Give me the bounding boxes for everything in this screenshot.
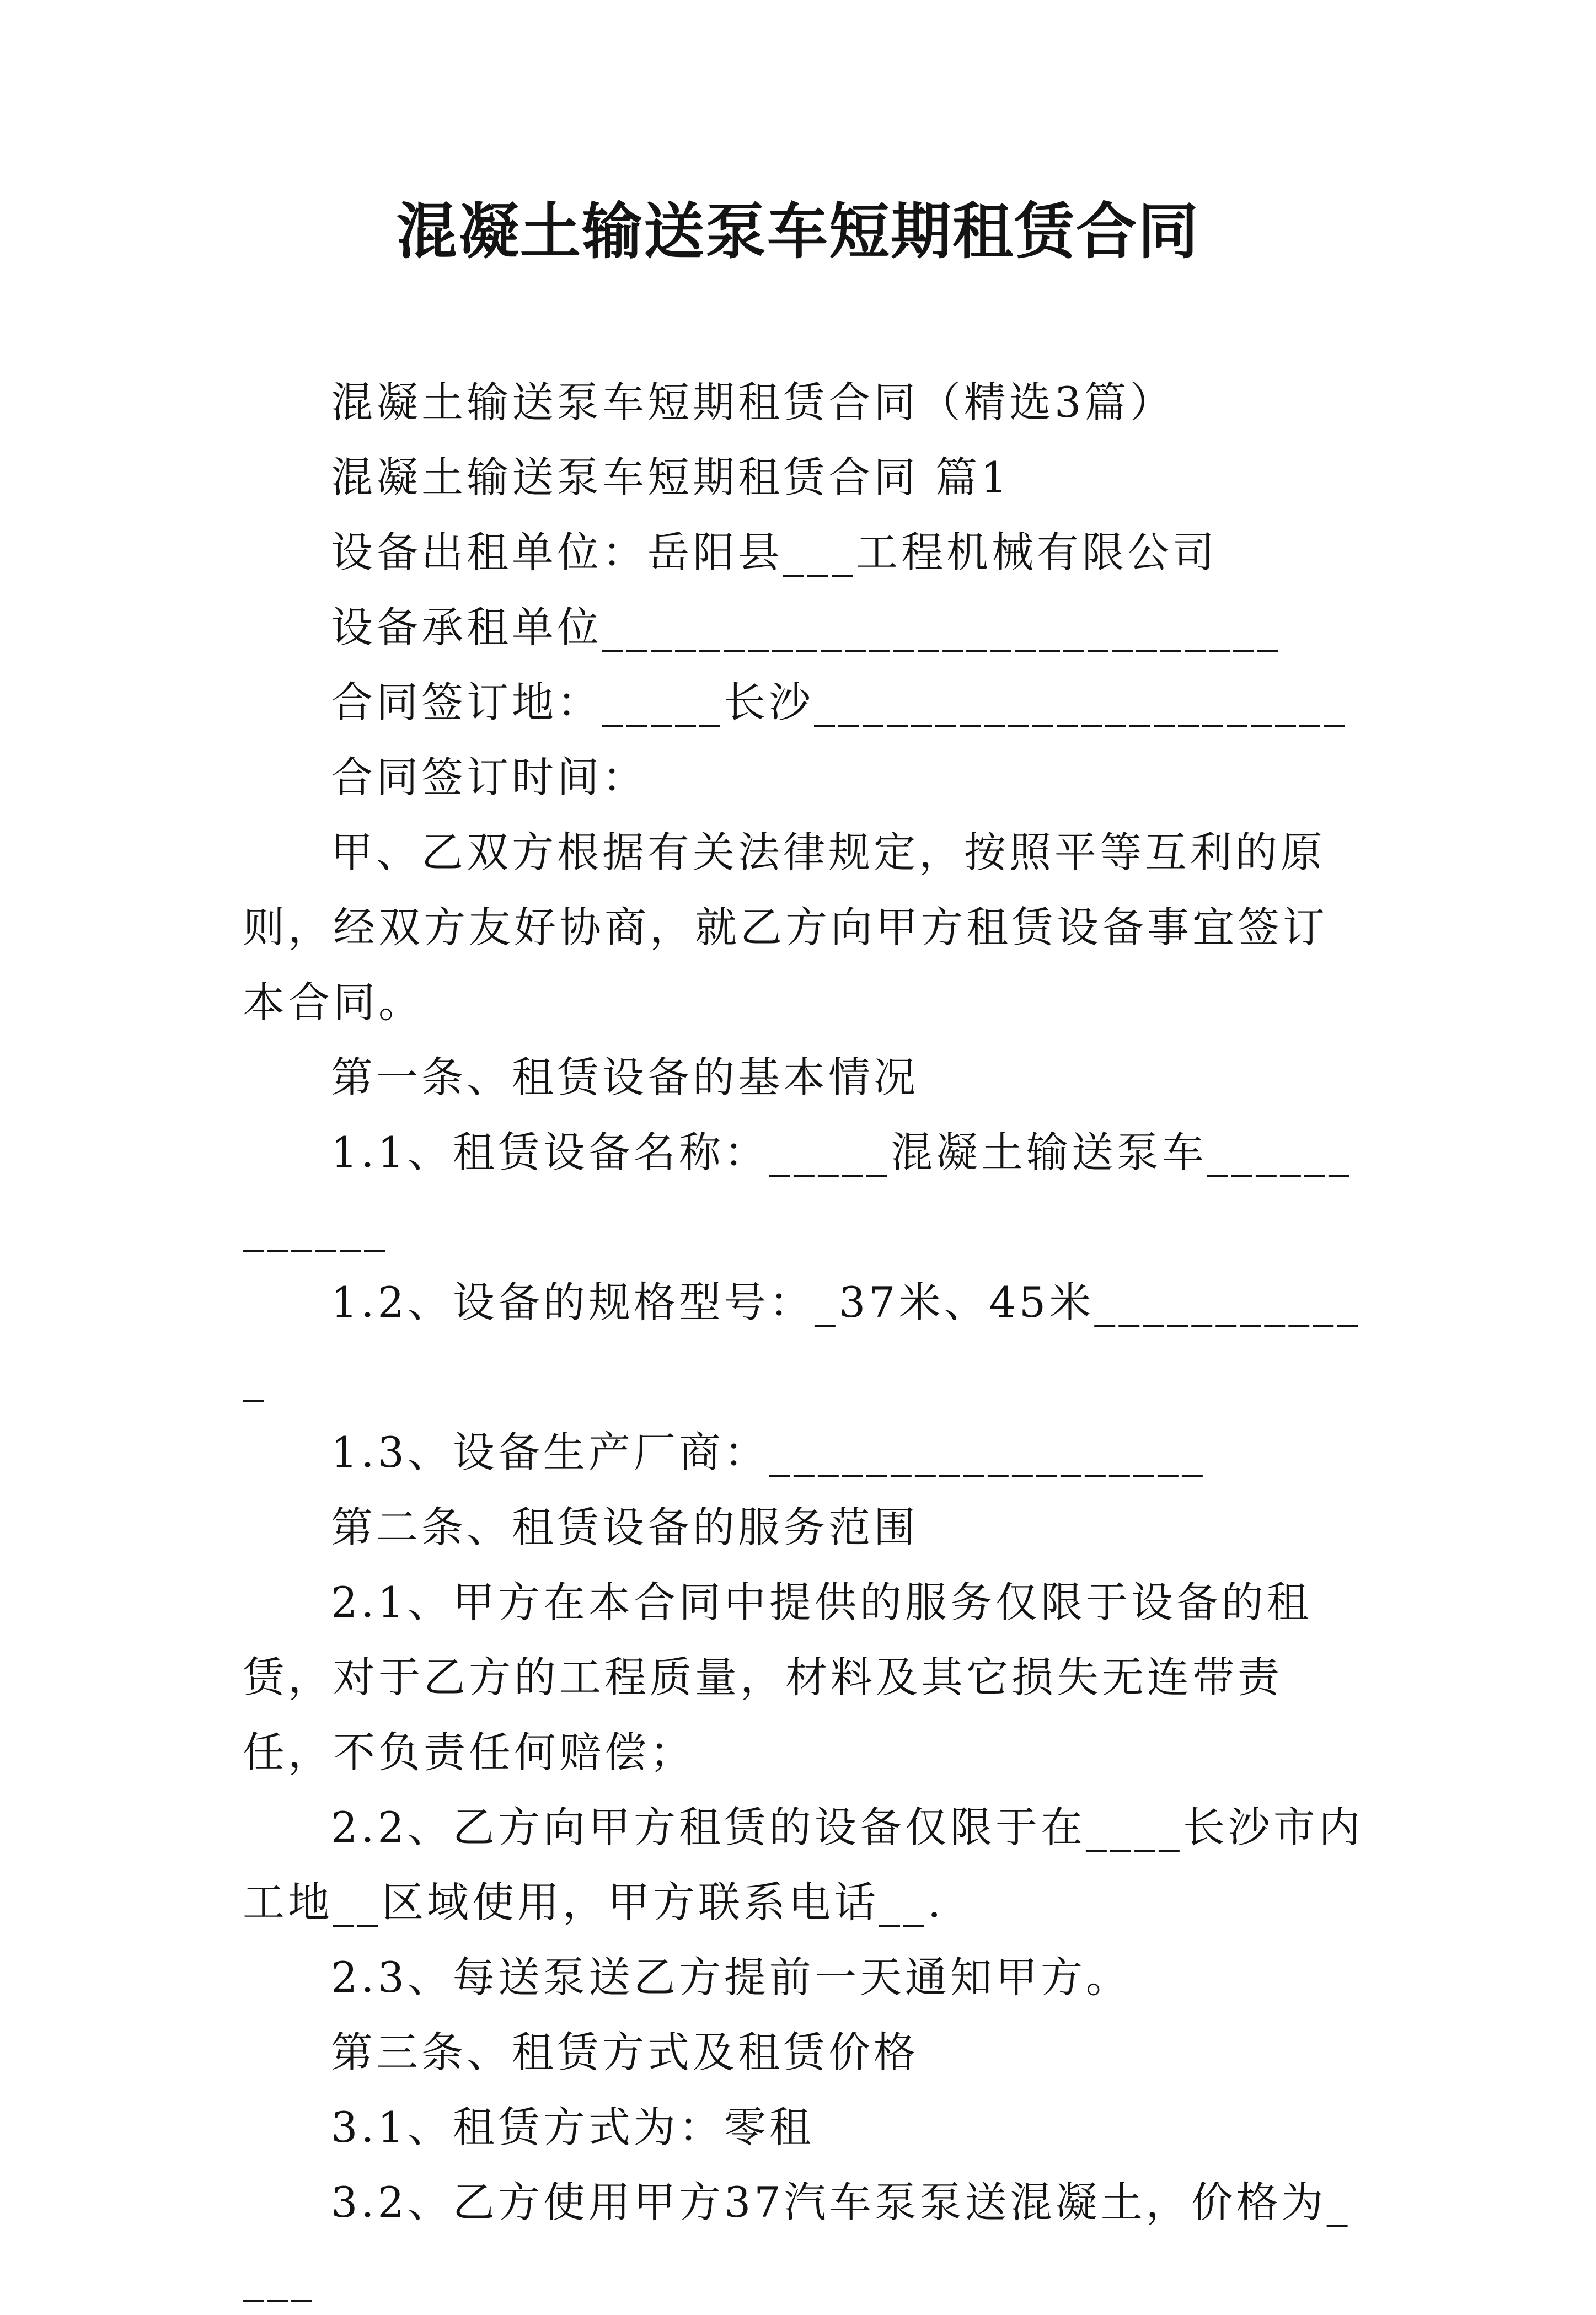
paragraph-lessee: 设备承租单位____________________________ — [331, 603, 1282, 652]
paragraph-article-3: 第三条、租赁方式及租赁价格 — [331, 2028, 919, 2077]
paragraph-1-1: 1.1、租赁设备名称：_____混凝土输送泵车____________ — [243, 1128, 1353, 1252]
paragraph-preamble: 甲、乙双方根据有关法律规定，按照平等互利的原则，经双方友好协商，就乙方向甲方租赁设备事宜签订本合同。 — [243, 828, 1328, 1027]
paragraph-2-1: 2.1、甲方在本合同中提供的服务仅限于设备的租赁，对于乙方的工程质量，材料及其它损失无连带责任，不负责任何赔偿； — [243, 1578, 1312, 1777]
paragraph-article-1: 第一条、租赁设备的基本情况 — [331, 1053, 919, 1102]
paragraph-signing-place: 合同签订地：_____长沙______________________ — [331, 678, 1348, 727]
document-title: 混凝土输送泵车短期租赁合同 — [397, 196, 1199, 267]
paragraph-1-2: 1.2、设备的规格型号：_37米、45米____________ — [243, 1278, 1362, 1402]
paragraph-1-3: 1.3、设备生产厂商：__________________ — [331, 1428, 1206, 1477]
document-body — [243, 365, 1368, 2315]
paragraph-2-2: 2.2、乙方向甲方租赁的设备仅限于在____长沙市内工地__区域使用，甲方联系电话__. — [243, 1803, 1364, 1927]
paragraph-part-heading: 混凝土输送泵车短期租赁合同 篇1 — [331, 453, 1011, 502]
paragraph-3-1: 3.1、租赁方式为：零租 — [331, 2103, 815, 2152]
paragraph-article-2: 第二条、租赁设备的服务范围 — [331, 1503, 919, 1552]
paragraph-lessor: 设备出租单位：岳阳县___工程机械有限公司 — [331, 528, 1218, 577]
paragraph-2-3: 2.3、每送泵送乙方提前一天通知甲方。 — [331, 1953, 1131, 2002]
paragraph-signing-time: 合同签订时间： — [331, 753, 647, 802]
paragraph-subtitle: 混凝土输送泵车短期租赁合同（精选3篇） — [331, 378, 1175, 427]
paragraph-3-2: 3.2、乙方使用甲方37汽车泵泵送混凝土，价格为____ — [243, 2178, 1351, 2302]
